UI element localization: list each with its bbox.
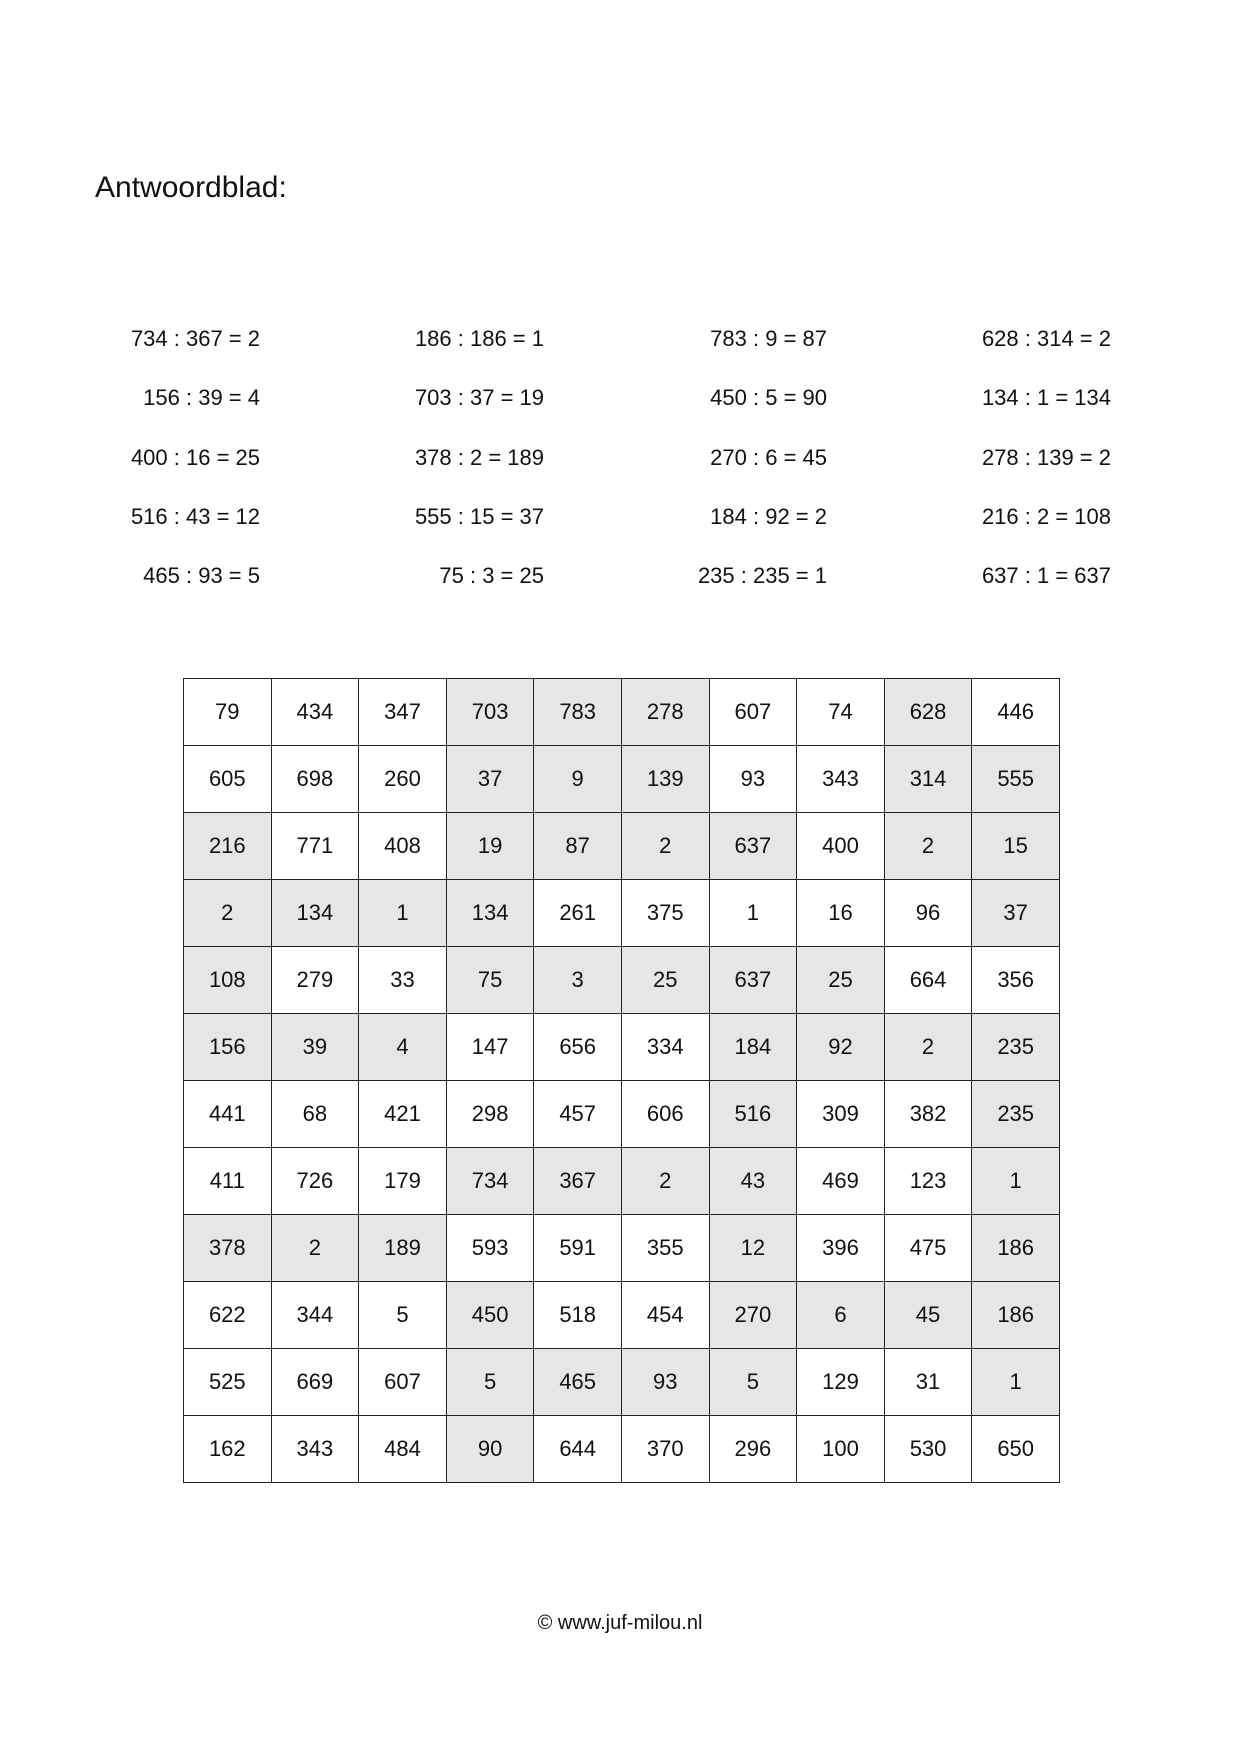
grid-cell: 39 [271, 1014, 359, 1081]
grid-cell: 400 [797, 813, 885, 880]
grid-cell: 2 [271, 1215, 359, 1282]
grid-cell: 525 [184, 1349, 272, 1416]
grid-cell: 530 [884, 1416, 972, 1483]
grid-cell: 355 [621, 1215, 709, 1282]
grid-cell: 5 [709, 1349, 797, 1416]
grid-cell: 441 [184, 1081, 272, 1148]
grid-cell: 74 [797, 679, 885, 746]
grid-cell: 457 [534, 1081, 622, 1148]
grid-cell: 605 [184, 746, 272, 813]
grid-cell: 347 [359, 679, 447, 746]
grid-cell: 9 [534, 746, 622, 813]
grid-cell: 147 [446, 1014, 534, 1081]
equation: 156 : 39 = 4 [143, 385, 260, 411]
grid-cell: 367 [534, 1148, 622, 1215]
grid-row [184, 746, 1060, 813]
grid-row [184, 1014, 1060, 1081]
grid-cell: 2 [621, 1148, 709, 1215]
grid-cell: 162 [184, 1416, 272, 1483]
equation: 734 : 367 = 2 [130, 326, 260, 351]
grid-cell: 2 [884, 1014, 972, 1081]
grid-cell: 309 [797, 1081, 885, 1148]
grid-cell: 465 [534, 1349, 622, 1416]
number-grid-wrapper [183, 678, 1060, 1483]
grid-row [184, 880, 1060, 947]
equation: 186 : 186 = 1 [414, 326, 544, 351]
grid-cell: 343 [797, 746, 885, 813]
grid-cell: 87 [534, 813, 622, 880]
page-title: Antwoordblad: [95, 171, 287, 204]
grid-cell: 555 [972, 746, 1060, 813]
grid-cell: 356 [972, 947, 1060, 1014]
grid-cell: 156 [184, 1014, 272, 1081]
equation: 628 : 314 = 2 [981, 326, 1111, 351]
grid-cell: 15 [972, 813, 1060, 880]
equation: 216 : 2 = 108 [981, 503, 1111, 529]
grid-cell: 216 [184, 813, 272, 880]
grid-cell: 4 [359, 1014, 447, 1081]
grid-cell: 189 [359, 1215, 447, 1282]
equation: 783 : 9 = 87 [710, 326, 827, 351]
grid-cell: 16 [797, 880, 885, 947]
equation: 516 : 43 = 12 [130, 503, 260, 529]
equation: 400 : 16 = 25 [130, 444, 260, 470]
grid-cell: 37 [972, 880, 1060, 947]
grid-cell: 593 [446, 1215, 534, 1282]
grid-cell: 516 [709, 1081, 797, 1148]
grid-cell: 90 [446, 1416, 534, 1483]
grid-cell: 622 [184, 1282, 272, 1349]
grid-cell: 123 [884, 1148, 972, 1215]
grid-cell: 607 [359, 1349, 447, 1416]
grid-cell: 518 [534, 1282, 622, 1349]
equation: 378 : 2 = 189 [414, 444, 544, 470]
grid-cell: 235 [972, 1014, 1060, 1081]
grid-cell: 270 [709, 1282, 797, 1349]
grid-cell: 134 [271, 880, 359, 947]
equation: 555 : 15 = 37 [414, 503, 544, 529]
grid-cell: 93 [709, 746, 797, 813]
grid-cell: 37 [446, 746, 534, 813]
grid-cell: 43 [709, 1148, 797, 1215]
grid-row [184, 1416, 1060, 1483]
grid-cell: 235 [972, 1081, 1060, 1148]
equation-column-3 [607, 324, 827, 620]
grid-cell: 382 [884, 1081, 972, 1148]
equation-column-4 [891, 324, 1111, 620]
grid-cell: 334 [621, 1014, 709, 1081]
equation: 270 : 6 = 45 [710, 444, 827, 470]
grid-cell: 96 [884, 880, 972, 947]
grid-cell: 314 [884, 746, 972, 813]
grid-cell: 1 [972, 1349, 1060, 1416]
grid-cell: 396 [797, 1215, 885, 1282]
grid-cell: 450 [446, 1282, 534, 1349]
grid-cell: 783 [534, 679, 622, 746]
grid-cell: 31 [884, 1349, 972, 1416]
grid-cell: 475 [884, 1215, 972, 1282]
grid-cell: 664 [884, 947, 972, 1014]
grid-cell: 1 [709, 880, 797, 947]
grid-cell: 343 [271, 1416, 359, 1483]
grid-row [184, 1215, 1060, 1282]
equations-block [0, 324, 1240, 624]
copyright-footer: © www.juf-milou.nl [537, 1612, 703, 1634]
grid-cell: 2 [184, 880, 272, 947]
grid-cell: 344 [271, 1282, 359, 1349]
grid-cell: 186 [972, 1282, 1060, 1349]
equation: 184 : 92 = 2 [710, 503, 827, 529]
grid-cell: 375 [621, 880, 709, 947]
grid-cell: 179 [359, 1148, 447, 1215]
grid-cell: 68 [271, 1081, 359, 1148]
grid-cell: 3 [534, 947, 622, 1014]
grid-cell: 669 [271, 1349, 359, 1416]
grid-cell: 484 [359, 1416, 447, 1483]
grid-cell: 134 [446, 880, 534, 947]
grid-cell: 12 [709, 1215, 797, 1282]
equation-column-2 [324, 324, 544, 620]
grid-cell: 129 [797, 1349, 885, 1416]
grid-cell: 644 [534, 1416, 622, 1483]
grid-cell: 184 [709, 1014, 797, 1081]
grid-cell: 33 [359, 947, 447, 1014]
equation: 637 : 1 = 637 [981, 563, 1111, 589]
grid-cell: 637 [709, 947, 797, 1014]
grid-cell: 656 [534, 1014, 622, 1081]
number-grid [183, 678, 1060, 1483]
equation: 278 : 139 = 2 [981, 444, 1111, 470]
grid-cell: 606 [621, 1081, 709, 1148]
equation: 450 : 5 = 90 [710, 385, 827, 411]
grid-cell: 25 [797, 947, 885, 1014]
grid-cell: 446 [972, 679, 1060, 746]
grid-cell: 469 [797, 1148, 885, 1215]
grid-cell: 79 [184, 679, 272, 746]
grid-cell: 5 [446, 1349, 534, 1416]
equation: 703 : 37 = 19 [414, 385, 544, 411]
grid-cell: 628 [884, 679, 972, 746]
grid-cell: 726 [271, 1148, 359, 1215]
grid-cell: 408 [359, 813, 447, 880]
grid-cell: 1 [359, 880, 447, 947]
grid-cell: 260 [359, 746, 447, 813]
grid-cell: 2 [884, 813, 972, 880]
grid-cell: 92 [797, 1014, 885, 1081]
grid-cell: 411 [184, 1148, 272, 1215]
grid-cell: 378 [184, 1215, 272, 1282]
grid-cell: 75 [446, 947, 534, 1014]
grid-cell: 734 [446, 1148, 534, 1215]
grid-cell: 650 [972, 1416, 1060, 1483]
grid-cell: 5 [359, 1282, 447, 1349]
grid-row [184, 947, 1060, 1014]
grid-row [184, 1349, 1060, 1416]
equation: 465 : 93 = 5 [143, 563, 260, 589]
grid-cell: 434 [271, 679, 359, 746]
grid-cell: 637 [709, 813, 797, 880]
grid-cell: 2 [621, 813, 709, 880]
grid-cell: 139 [621, 746, 709, 813]
grid-cell: 698 [271, 746, 359, 813]
grid-cell: 19 [446, 813, 534, 880]
grid-cell: 278 [621, 679, 709, 746]
grid-row [184, 679, 1060, 746]
grid-row [184, 1282, 1060, 1349]
grid-cell: 421 [359, 1081, 447, 1148]
grid-cell: 100 [797, 1416, 885, 1483]
grid-cell: 108 [184, 947, 272, 1014]
grid-cell: 6 [797, 1282, 885, 1349]
grid-cell: 1 [972, 1148, 1060, 1215]
equation: 134 : 1 = 134 [981, 385, 1111, 411]
grid-cell: 186 [972, 1215, 1060, 1282]
grid-row [184, 1081, 1060, 1148]
grid-cell: 25 [621, 947, 709, 1014]
equation: 235 : 235 = 1 [697, 563, 827, 589]
grid-cell: 279 [271, 947, 359, 1014]
grid-cell: 591 [534, 1215, 622, 1282]
grid-row [184, 813, 1060, 880]
grid-cell: 298 [446, 1081, 534, 1148]
grid-cell: 454 [621, 1282, 709, 1349]
equation: 75 : 3 = 25 [439, 563, 544, 589]
grid-cell: 703 [446, 679, 534, 746]
grid-cell: 607 [709, 679, 797, 746]
grid-cell: 45 [884, 1282, 972, 1349]
grid-cell: 370 [621, 1416, 709, 1483]
grid-cell: 771 [271, 813, 359, 880]
grid-cell: 296 [709, 1416, 797, 1483]
grid-cell: 93 [621, 1349, 709, 1416]
grid-row [184, 1148, 1060, 1215]
grid-cell: 261 [534, 880, 622, 947]
equation-column-1 [40, 324, 260, 620]
